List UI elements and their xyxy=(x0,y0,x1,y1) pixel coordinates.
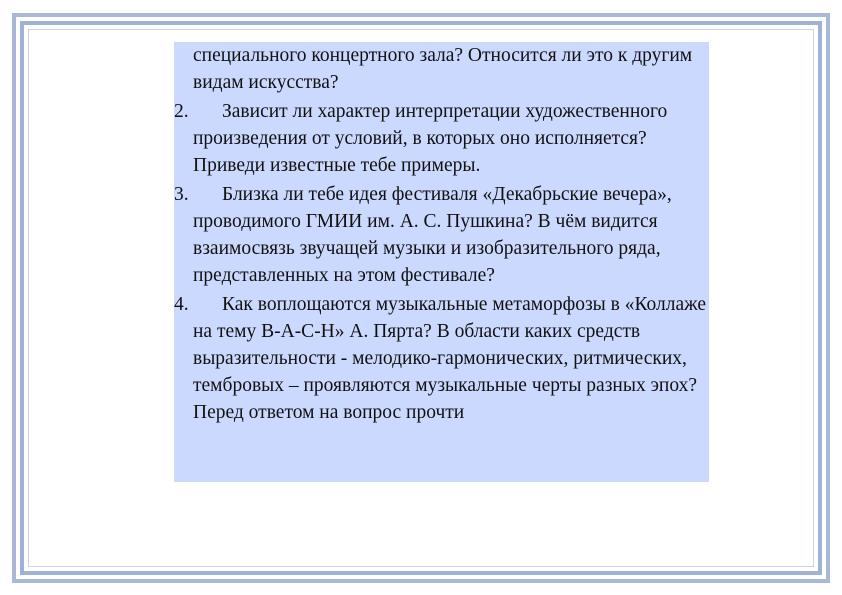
question-number: 2. xyxy=(174,101,189,122)
question-text: Зависит ли характер интерпретации художественного произведения от условий, в которых оно исполняется? Приведи известные тебе примеры. xyxy=(193,101,668,176)
question-item-3 xyxy=(174,181,709,289)
question-continuation xyxy=(174,42,709,96)
question-continuation-text: специального концертного зала? Относится ли это к другим видам искусства? xyxy=(193,45,693,93)
question-number: 3. xyxy=(174,184,189,205)
question-text: Близка ли тебе идея фестиваля «Декабрьские вечера», проводимого ГМИИ им. А. С. Пушкина? В чём видится взаимосвязь звучащей музыки и изобразительного ряда, представленных на этом фестивале? xyxy=(193,184,672,286)
question-number: 4. xyxy=(174,294,189,315)
question-text: Как воплощаются музыкальные метаморфозы в «Коллаже на тему В-А-С-Н» А. Пярта? В области каких средств выразительности - мелодико-гармонических, ритмических, тембровых – проявляются музыкальные черты разных эпох? Перед ответом на вопрос прочти xyxy=(193,294,706,423)
question-item-4 xyxy=(174,291,709,426)
questions-textbox[interactable] xyxy=(174,42,709,482)
question-item-2 xyxy=(174,98,709,179)
